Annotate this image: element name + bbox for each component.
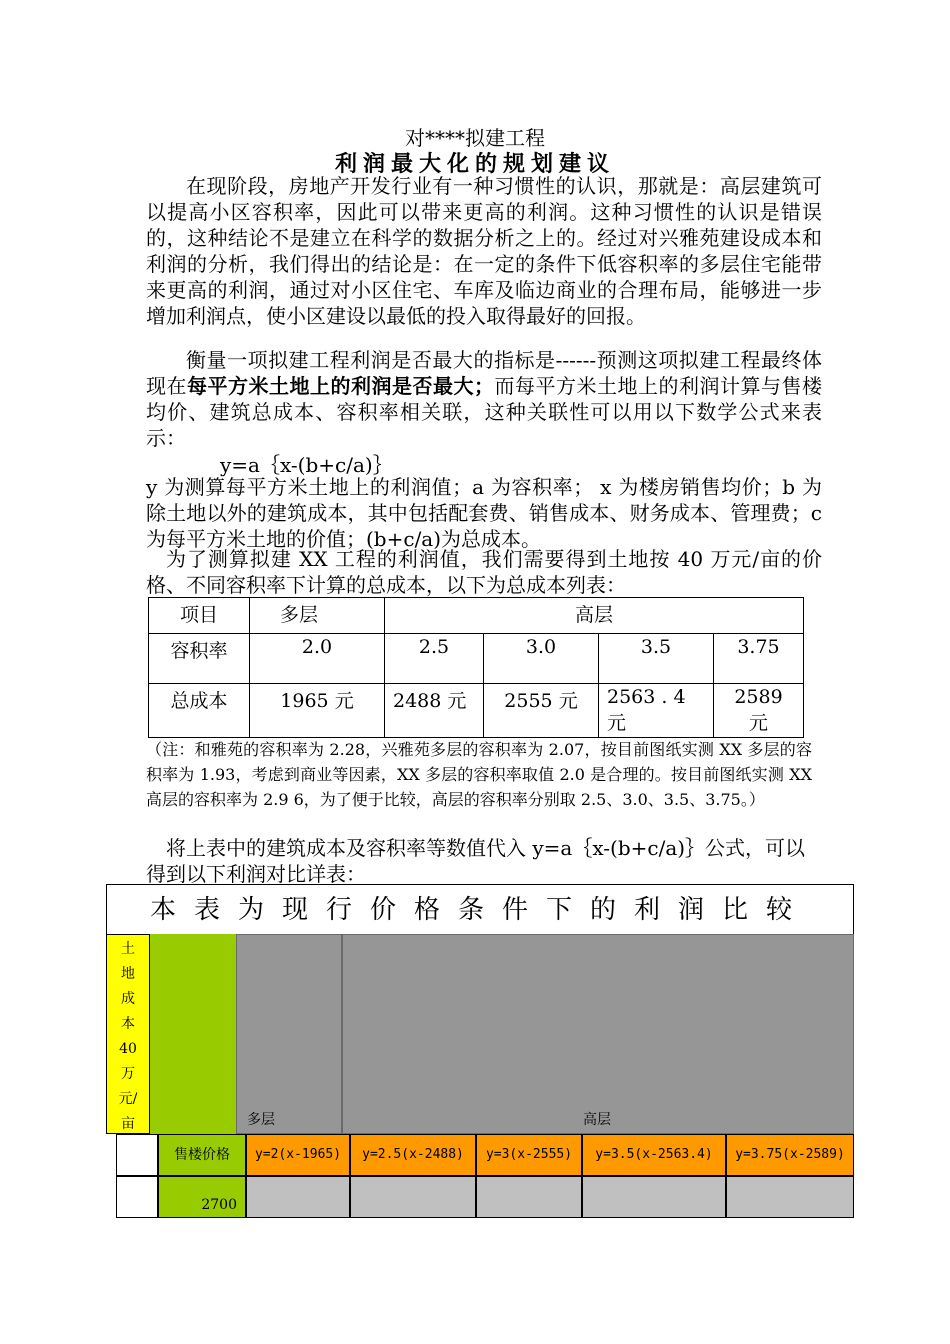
paragraph-metric-emphasis: 每平方米土地上的利润是否最大； — [187, 374, 494, 398]
land-char: 本 — [121, 1016, 135, 1032]
land-cost-label — [106, 934, 150, 1134]
cost-header-high: 高层 — [385, 598, 804, 634]
doc-title-line1: 对****拟建工程 — [405, 126, 545, 150]
blank-cell — [116, 1176, 158, 1218]
ratio-cell: 3.75 — [714, 634, 804, 684]
green-header-cell — [150, 934, 236, 1134]
paragraph-metric — [146, 347, 822, 451]
cost-table-cost-row — [149, 684, 804, 738]
multi-header-label: 多层 — [247, 1112, 275, 1128]
land-char: 成 — [121, 991, 135, 1007]
cost-table-ratio-row — [149, 634, 804, 684]
land-char: 地 — [121, 966, 135, 982]
ratio-cell: 2.5 — [385, 634, 484, 684]
profit-formula: y=a｛x-(b+c/a)｝ — [220, 453, 393, 477]
formula-cell: y=2.5(x-2488) — [350, 1134, 476, 1176]
profit-value-cell — [350, 1176, 476, 1218]
formula-cell: y=3.75(x-2589) — [726, 1134, 854, 1176]
formula-cell: y=3(x-2555) — [476, 1134, 582, 1176]
paragraph-intro: 在现阶段，房地产开发行业有一种习惯性的认识，那就是：高层建筑可以提高小区容积率，因此可以带来更高的利润。这种习惯性的认识是错误的，这种结论不是建立在科学的数据分析之上的。经过对兴雅苑建设成本和利润的分析，我们得出的结论是：在一定的条件下低容积率的多层住宅能带来更高的利润，通过对小区住宅、车库及临边商业的合理布局，能够进一步增加利润点，使小区建设以最低的投入取得最好的回报。 — [146, 174, 822, 328]
cost-cell: 2563 . 4 元 — [599, 684, 714, 738]
high-header-cell — [342, 934, 854, 1134]
blank-cell — [116, 1134, 158, 1176]
paragraph-lead: 将上表中的建筑成本及容积率等数值代入 y=a｛x-(b+c/a)｝公式，可以得到以下利润对比详表： — [146, 836, 806, 886]
table-note: （注：和雅苑的容积率为 2.28，兴雅苑多层的容积率为 2.07，按目前图纸实测 XX 多层的容积率为 1.93，考虑到商业等因素，XX 多层的容积率取值 2.0 是合理的。按目前图纸实测 XX 高层的容积率为 2.9 6，为了便于比较，高层的容积率分别取 2.5、3.0、3.5、3.75。） — [146, 740, 812, 809]
ratio-cell: 3.0 — [484, 634, 599, 684]
paragraph-metric-c: 而每平方米土地上的利润计算与售楼均价、建筑总成本、容积率相关联，这种关联性可以用以下数学公式来表示： — [146, 374, 822, 450]
cost-label: 总成本 — [149, 684, 250, 738]
ratio-label: 容积率 — [149, 634, 250, 684]
land-char: 40 — [119, 1041, 137, 1057]
profit-value-cell — [726, 1176, 854, 1218]
cost-table — [148, 597, 804, 738]
ratio-cell: 2.0 — [250, 634, 385, 684]
profit-value-cell — [476, 1176, 582, 1218]
profit-table-title: 本表为现行价格条件下的利润比较 — [106, 884, 854, 936]
formula-cell: y=3.5(x-2563.4) — [582, 1134, 726, 1176]
land-char: 万 — [121, 1066, 135, 1082]
profit-value-cell — [246, 1176, 350, 1218]
paragraph-variables: y 为测算每平方米土地上的利润值；a 为容积率； x 为楼房销售均价；b 为除土地以外的建筑成本，其中包括配套费、销售成本、财务成本、管理费；c 为每平方米土地的价值；(b+c/a)为总成本。 — [146, 475, 822, 551]
land-char: 元/ — [118, 1091, 138, 1107]
cost-cell: 1965 元 — [250, 684, 385, 738]
cost-table-header-row — [149, 598, 804, 634]
cost-cell: 2555 元 — [484, 684, 599, 738]
multi-header-cell — [236, 934, 342, 1134]
price-value-cell: 2700 — [158, 1176, 246, 1218]
paragraph-cost-intro: 为了测算拟建 XX 工程的利润值，我们需要得到土地按 40 万元/亩的价格、不同容积率下计算的总成本，以下为总成本列表： — [146, 547, 822, 597]
price-label-cell: 售楼价格 — [158, 1134, 246, 1176]
land-char: 土 — [121, 941, 135, 957]
formula-cell: y=2(x-1965) — [246, 1134, 350, 1176]
cost-cell: 2488 元 — [385, 684, 484, 738]
profit-comparison-table — [106, 884, 854, 1218]
profit-value-cell — [582, 1176, 726, 1218]
cost-header-multi: 多层 — [250, 598, 385, 634]
high-header-label: 高层 — [583, 1112, 611, 1128]
doc-title-line2: 利润最大化的规划建议 — [334, 151, 615, 177]
ratio-cell: 3.5 — [599, 634, 714, 684]
cost-header-item: 项目 — [149, 598, 250, 634]
cost-cell: 2589 元 — [714, 684, 804, 738]
paragraph-metric-a: 衡量一项拟建工程利润是否最大的指标是------预测这项拟建工程最终体现在 — [146, 348, 822, 398]
land-char: 亩 — [121, 1116, 135, 1132]
